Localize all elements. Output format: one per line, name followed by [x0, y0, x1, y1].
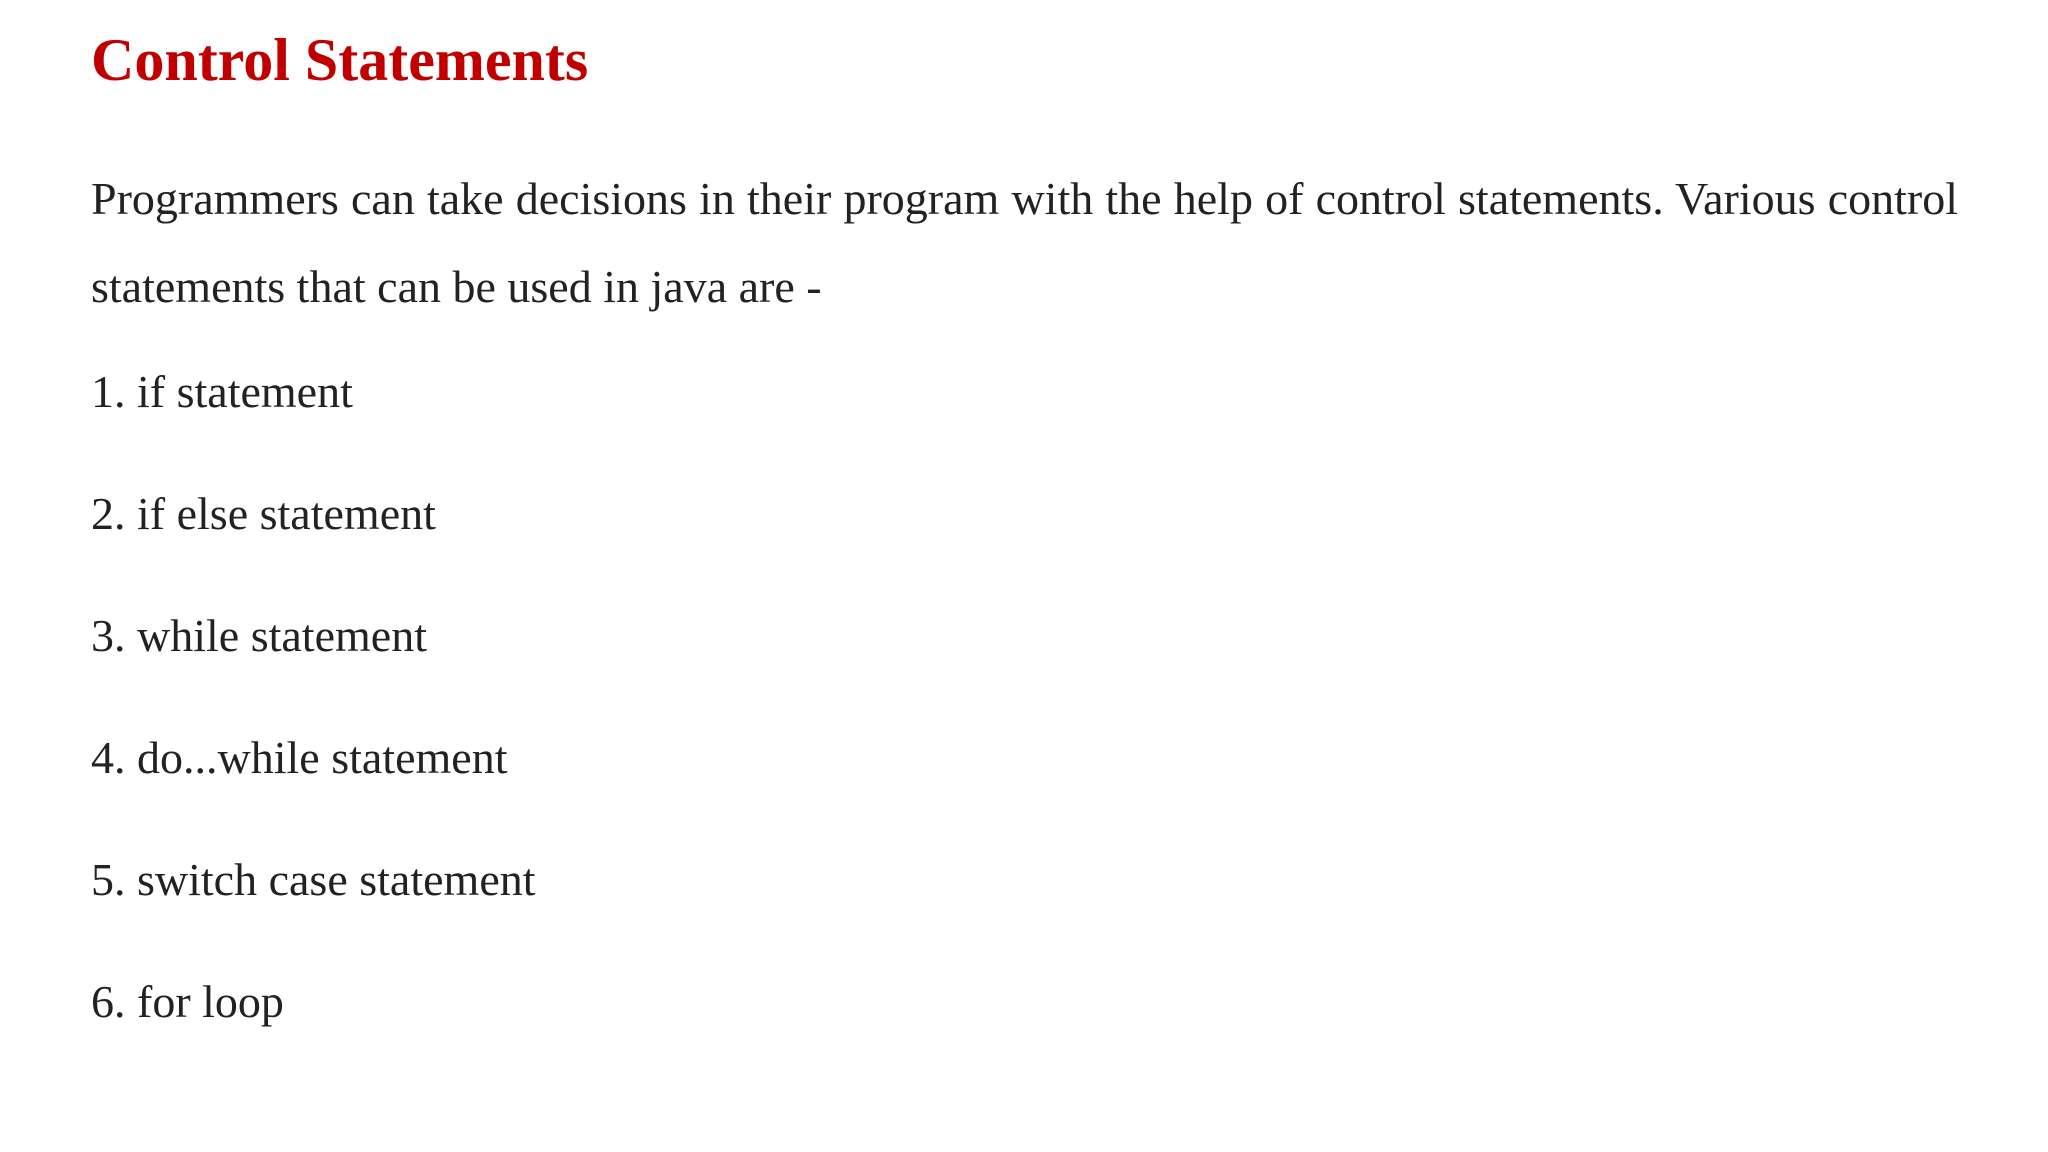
list-item-number: 5.	[91, 854, 126, 905]
list-item-text: while statement	[137, 610, 427, 661]
intro-paragraph: Programmers can take decisions in their program with the help of control statements. Various control statements that can be used in java are -	[91, 173, 1958, 312]
control-statements-list	[91, 362, 1958, 1032]
list-item-number: 1.	[91, 366, 126, 417]
list-item	[91, 850, 1958, 910]
list-item	[91, 728, 1958, 788]
list-item-text: for loop	[137, 976, 284, 1027]
list-item-text: if else statement	[137, 488, 436, 539]
list-item	[91, 606, 1958, 666]
list-item-text: if statement	[137, 366, 353, 417]
page-title: Control Statements	[91, 27, 589, 93]
list-item-number: 6.	[91, 976, 126, 1027]
list-item-number: 4.	[91, 732, 126, 783]
list-item	[91, 484, 1958, 544]
list-item-text: switch case statement	[137, 854, 536, 905]
list-item-text: do...while statement	[137, 732, 508, 783]
list-item-number: 3.	[91, 610, 126, 661]
list-item	[91, 972, 1958, 1032]
list-item-number: 2.	[91, 488, 126, 539]
list-item	[91, 362, 1958, 422]
